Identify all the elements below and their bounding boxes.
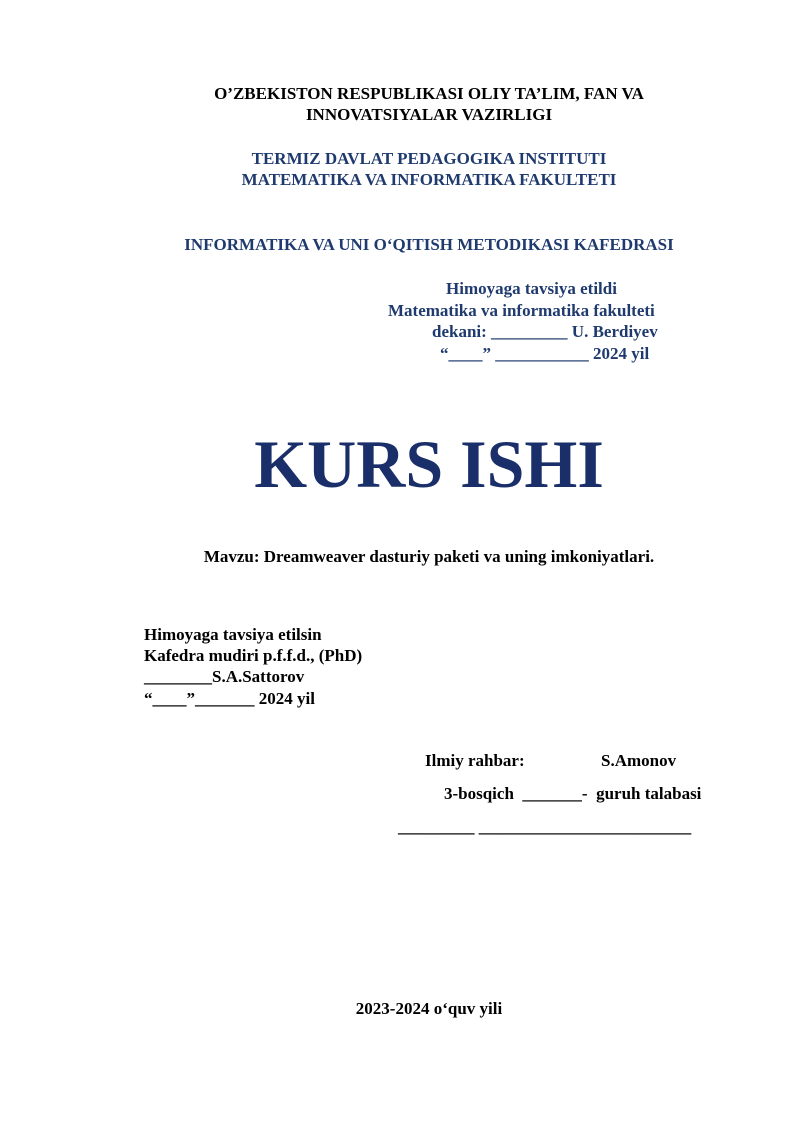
academic-year: 2023-2024 o‘quv yili bbox=[355, 999, 503, 1018]
ministry-title-line-1: O’ZBEKISTON RESPUBLIKASI OLIY TA’LIM, FAN VA bbox=[214, 84, 644, 103]
institute-title-line-1: TERMIZ DAVLAT PEDAGOGIKA INSTITUTI bbox=[251, 149, 607, 168]
supervisor-label: Ilmiy rahbar: bbox=[425, 751, 525, 770]
approval-line-2: Matematika va informatika fakulteti bbox=[388, 301, 655, 320]
approval-line-1: Himoyaga tavsiya etildi bbox=[446, 279, 617, 298]
department-title: INFORMATIKA VA UNI O‘QITISH METODIKASI KAFEDRASI bbox=[184, 235, 674, 254]
topic-line: Mavzu: Dreamweaver dasturiy paketi va uning imkoniyatlari. bbox=[203, 547, 655, 566]
main-title: KURS ISHI bbox=[254, 426, 604, 502]
student-name-line: _________ _________________________ bbox=[398, 817, 692, 836]
student-stage-line: 3-bosqich _______- guruh talabasi bbox=[444, 784, 702, 803]
recommendation-line-2: Kafedra mudiri p.f.f.d., (PhD) bbox=[144, 646, 363, 665]
supervisor-name: S.Amonov bbox=[601, 751, 677, 770]
recommendation-line-1: Himoyaga tavsiya etilsin bbox=[144, 625, 322, 644]
recommendation-line-4: “____”_______ 2024 yil bbox=[144, 689, 315, 708]
institute-title-line-2: MATEMATIKA VA INFORMATIKA FAKULTETI bbox=[241, 170, 617, 189]
approval-line-3: dekani: _________ U. Berdiyev bbox=[432, 322, 658, 341]
approval-line-4: “____” ___________ 2024 yil bbox=[440, 344, 650, 363]
recommendation-line-3: ________S.A.Sattorov bbox=[144, 667, 305, 686]
ministry-title-line-2: INNOVATSIYALAR VAZIRLIGI bbox=[305, 105, 553, 124]
